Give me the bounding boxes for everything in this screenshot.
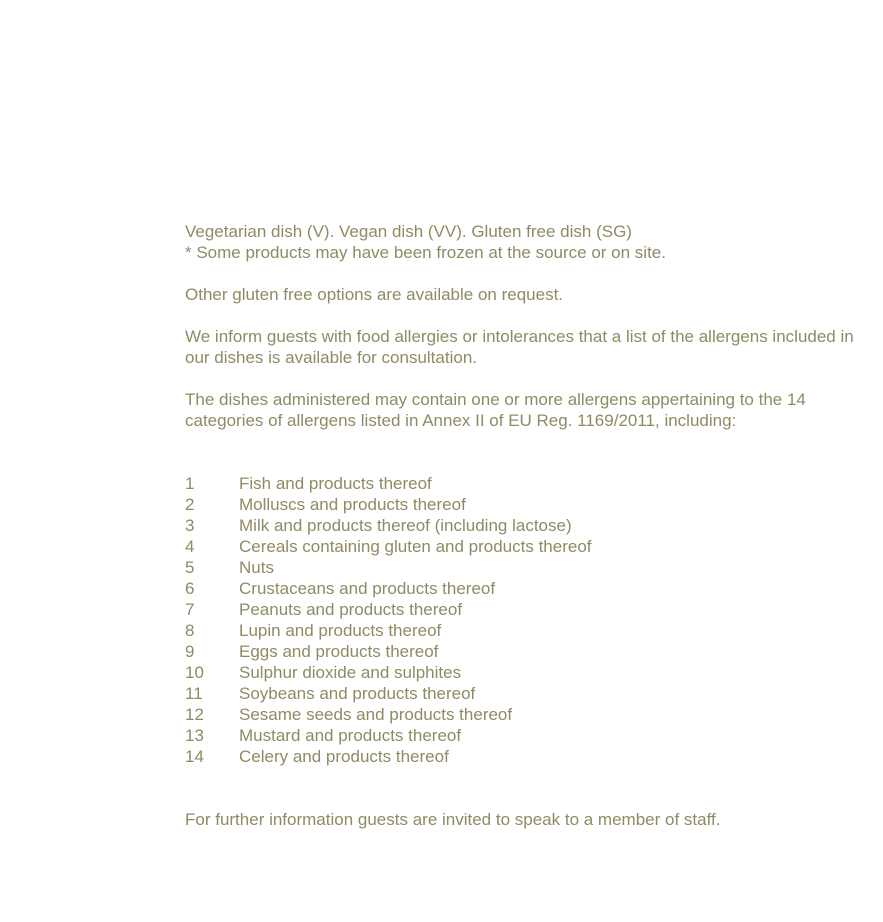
spacer (185, 431, 875, 473)
allergen-number: 12 (185, 705, 204, 724)
diet-legend: Vegetarian dish (V). Vegan dish (VV). Gluten free dish (SG) (185, 222, 632, 241)
allergen-number: 2 (185, 495, 195, 514)
allergen-number: 3 (185, 516, 195, 535)
allergen-number: 10 (185, 663, 204, 682)
allergen-item (185, 515, 875, 536)
allergen-item (185, 641, 875, 662)
spacer (185, 305, 875, 326)
allergen-number: 5 (185, 558, 195, 577)
allergen-item (185, 557, 875, 578)
allergen-item (185, 725, 875, 746)
allergen-number: 14 (185, 747, 204, 766)
frozen-products-note: * Some products may have been frozen at the source or on site. (185, 243, 666, 262)
allergen-name: Crustaceans and products thereof (239, 579, 496, 598)
allergen-number: 11 (185, 684, 203, 703)
allergen-number: 7 (185, 600, 195, 619)
regulation-notice: The dishes administered may contain one or more allergens appertaining to the 14 categories of allergens listed in Annex II of EU Reg. 1169/2011, including: (185, 390, 806, 430)
allergen-name: Nuts (239, 558, 274, 577)
allergen-item (185, 704, 875, 725)
allergen-name: Molluscs and products thereof (239, 495, 466, 514)
allergen-item (185, 578, 875, 599)
allergen-name: Sulphur dioxide and sulphites (239, 663, 462, 682)
allergen-number: 8 (185, 621, 195, 640)
allergen-name: Sesame seeds and products thereof (239, 705, 513, 724)
spacer (185, 368, 875, 389)
allergen-name: Milk and products thereof (including lactose) (239, 516, 572, 535)
allergen-number: 13 (185, 726, 204, 745)
allergen-item (185, 620, 875, 641)
allergen-name: Lupin and products thereof (239, 621, 442, 640)
allergen-item (185, 683, 875, 704)
allergen-name: Cereals containing gluten and products thereof (239, 537, 592, 556)
allergen-item (185, 599, 875, 620)
gluten-free-note: Other gluten free options are available on request. (185, 285, 564, 304)
allergen-name: Mustard and products thereof (239, 726, 462, 745)
allergen-name: Peanuts and products thereof (239, 600, 463, 619)
allergen-number: 1 (185, 474, 195, 493)
allergen-name: Fish and products thereof (239, 474, 432, 493)
spacer (185, 263, 875, 284)
allergen-name: Soybeans and products thereof (239, 684, 476, 703)
allergy-notice: We inform guests with food allergies or intolerances that a list of the allergens included in our dishes is available for consultation. (185, 327, 854, 367)
staff-contact-note: For further information guests are invited to speak to a member of staff. (185, 810, 721, 829)
allergen-name: Celery and products thereof (239, 747, 449, 766)
allergen-item (185, 746, 875, 767)
allergen-item (185, 494, 875, 515)
allergen-item (185, 662, 875, 683)
allergen-name: Eggs and products thereof (239, 642, 439, 661)
allergen-list (185, 473, 875, 767)
allergen-number: 9 (185, 642, 195, 661)
spacer (185, 767, 875, 809)
allergen-document (185, 221, 875, 830)
allergen-item (185, 536, 875, 557)
allergen-number: 4 (185, 537, 195, 556)
allergen-item (185, 473, 875, 494)
allergen-number: 6 (185, 579, 195, 598)
